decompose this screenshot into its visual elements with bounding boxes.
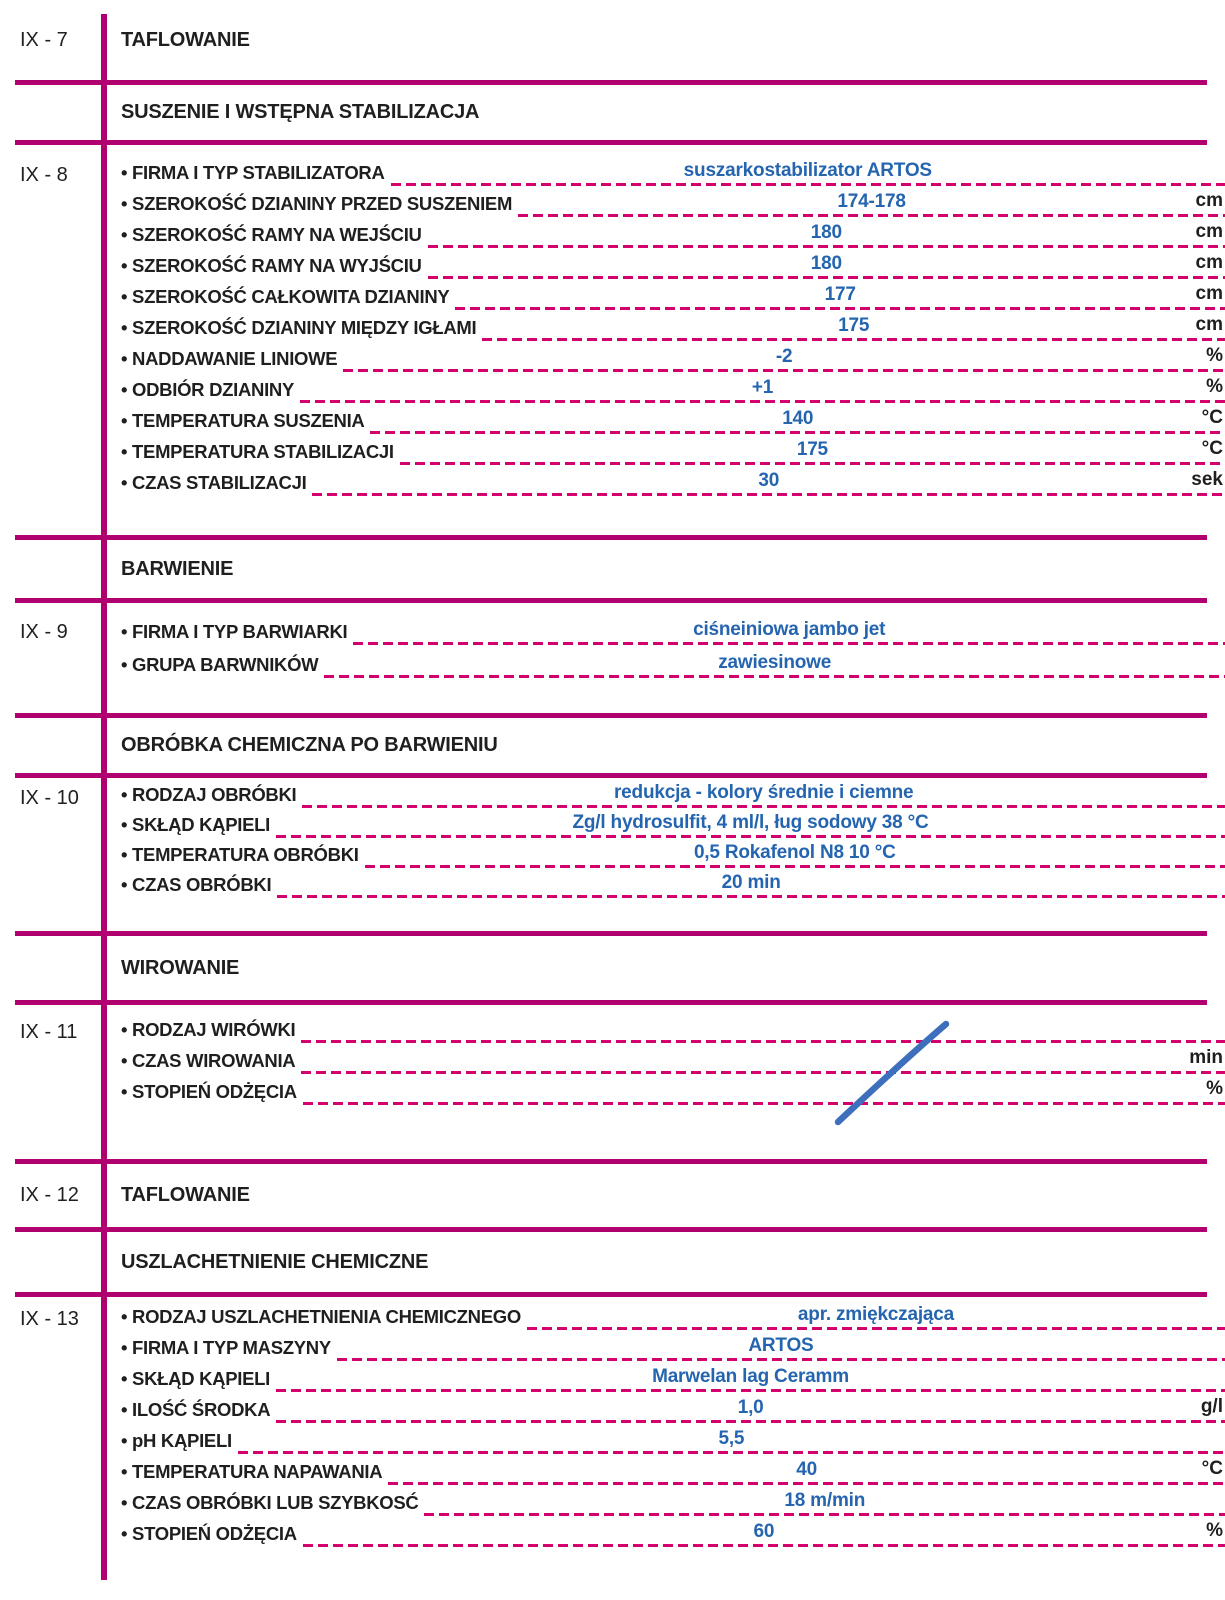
field-value: 177 [824,284,856,305]
field-row [102,1363,1225,1394]
field-label: • CZAS STABILIZACJI [102,472,306,498]
section-rows-band [0,1297,1225,1600]
field-dashed-line [391,157,1225,188]
field-row [102,343,1225,374]
field-label: • RODZAJ OBRÓBKI [102,784,296,810]
section-code: IX - 11 [20,1021,78,1043]
field-dashed-line [312,467,1225,498]
field-label: • ILOŚĆ ŚRODKA [102,1399,270,1425]
field-dashed-line [302,780,1225,810]
field-dashed-line [276,1394,1225,1425]
field-row [102,436,1225,467]
section-header-band [0,540,1225,598]
section-header-band [0,1164,1225,1227]
field-value: apr. zmiękczająca [797,1304,955,1325]
section-header-band [0,1232,1225,1292]
field-row [102,157,1225,188]
field-label: • FIRMA I TYP STABILIZATORA [102,162,385,188]
field-value: 180 [810,222,842,243]
field-value: 174-178 [837,191,906,212]
field-row [102,1518,1225,1549]
field-dashed-line [370,405,1225,436]
field-value: Zg/l hydrosulfit, 4 ml/l, ług sodowy 38 °C [572,812,929,833]
field-dashed-line [428,250,1225,281]
field-label: • STOPIEŃ ODŻĘCIA [102,1523,297,1549]
rows-wrap [102,145,1225,535]
field-dashed-line [353,614,1225,647]
section-title: SUSZENIE I WSTĘPNA STABILIZACJA [121,101,480,123]
field-unit: min [1189,1047,1223,1068]
field-dashed-line [337,1332,1225,1363]
field-value: suszarkostabilizator ARTOS [683,160,932,181]
section-code: IX - 13 [20,1308,79,1330]
field-value: 20 min [721,872,781,893]
field-unit: °C [1201,407,1223,428]
field-label: • TEMPERATURA STABILIZACJI [102,441,394,467]
field-dashed-line [303,1518,1225,1549]
field-value: 0,5 Rokafenol N8 10 °C [693,842,896,863]
field-dashed-line [455,281,1225,312]
field-value: 175 [796,439,828,460]
section-header-band [0,936,1225,1000]
field-value: ciśneiniowa jambo jet [693,619,886,640]
field-unit: sek [1191,469,1223,490]
section-header-band [0,0,1225,80]
field-row [102,1394,1225,1425]
field-row [102,614,1225,647]
field-label: • ODBIÓR DZIANINY [102,379,294,405]
field-unit: % [1206,1078,1223,1099]
section-rows-band [0,145,1225,535]
field-unit: cm [1195,314,1223,335]
section-title: TAFLOWANIE [121,28,250,51]
field-label: • SKŁĄD KĄPIELI [102,1368,270,1394]
field-label: • TEMPERATURA NAPAWANIA [102,1461,382,1487]
field-row [102,1332,1225,1363]
section-code: IX - 7 [20,28,68,51]
field-row [102,1045,1225,1076]
section-title: BARWIENIE [121,557,234,580]
field-label: • SZEROKOŚĆ RAMY NA WYJŚCIU [102,255,422,281]
section-header-band [0,718,1225,773]
field-unit: % [1206,1520,1223,1541]
field-label: • GRUPA BARWNIKÓW [102,654,318,680]
field-unit: cm [1195,252,1223,273]
field-unit: cm [1195,221,1223,242]
field-value: zawiesinowe [718,652,832,673]
section-title: TAFLOWANIE [121,1184,250,1206]
section-header-band [0,85,1225,140]
section-title: OBRÓBKA CHEMICZNA PO BARWIENIU [121,734,498,756]
field-dashed-line [324,647,1225,680]
field-dashed-line [400,436,1225,467]
field-label: • SZEROKOŚĆ DZIANINY MIĘDZY IGŁAMI [102,317,476,343]
field-row [102,188,1225,219]
field-row [102,1301,1225,1332]
field-row [102,810,1225,840]
field-row [102,780,1225,810]
field-label: • SZEROKOŚĆ DZIANINY PRZED SUSZENIEM [102,193,512,219]
field-value: 40 [796,1459,818,1480]
field-dashed-line [428,219,1225,250]
field-unit: °C [1201,1458,1223,1479]
field-row [102,647,1225,680]
field-unit: % [1206,345,1223,366]
field-unit: °C [1201,438,1223,459]
field-value: 60 [753,1521,775,1542]
field-label: • TEMPERATURA OBRÓBKI [102,844,359,870]
field-dashed-line [343,343,1225,374]
field-label: • STOPIEŃ ODŻĘCIA [102,1081,297,1107]
field-value: 180 [810,253,842,274]
field-dashed-line [365,840,1225,870]
section-rows-band [0,1005,1225,1159]
field-row [102,1487,1225,1518]
field-dashed-line [303,1076,1225,1107]
section-code: IX - 12 [20,1184,79,1206]
field-dashed-line [301,1045,1225,1076]
field-label: • CZAS OBRÓBKI [102,874,271,900]
section-code: IX - 10 [20,787,79,809]
field-label: • TEMPERATURA SUSZENIA [102,410,364,436]
field-label: • FIRMA I TYP BARWIARKI [102,621,347,647]
section-code: IX - 9 [20,621,68,643]
field-row [102,1425,1225,1456]
field-row [102,467,1225,498]
field-row [102,840,1225,870]
rows-wrap [102,778,1225,931]
field-label: • CZAS OBRÓBKI LUB SZYBKOSĆ [102,1492,418,1518]
section-title: USZLACHETNIENIE CHEMICZNE [121,1250,429,1273]
rows-wrap [102,1005,1225,1159]
field-label: • RODZAJ WIRÓWKI [102,1019,295,1045]
field-dashed-line [300,374,1225,405]
field-row [102,405,1225,436]
field-row [102,219,1225,250]
field-dashed-line [277,870,1225,900]
rows-wrap [102,603,1225,713]
section-rows-band [0,778,1225,931]
field-row [102,281,1225,312]
rows-wrap [102,1297,1225,1600]
field-value: Marwelan lag Ceramm [652,1366,849,1387]
field-value: ARTOS [748,1335,814,1356]
section-code: IX - 8 [20,164,68,186]
field-dashed-line [276,810,1225,840]
field-label: • SZEROKOŚĆ CAŁKOWITA DZIANINY [102,286,449,312]
field-dashed-line [518,188,1225,219]
field-row [102,1076,1225,1107]
field-dashed-line [424,1487,1225,1518]
field-label: • SKŁĄD KĄPIELI [102,814,270,840]
field-row [102,1014,1225,1045]
field-value: 18 m/min [784,1490,866,1511]
field-label: • pH KĄPIELI [102,1430,232,1456]
field-unit: cm [1195,190,1223,211]
field-value: -2 [775,346,793,367]
field-value: 5,5 [718,1428,745,1449]
field-value: 1,0 [737,1397,764,1418]
field-label: • NADDAWANIE LINIOWE [102,348,337,374]
field-dashed-line [482,312,1225,343]
field-unit: g/l [1200,1396,1223,1417]
field-row [102,870,1225,900]
field-dashed-line [301,1014,1225,1045]
field-label: • FIRMA I TYP MASZYNY [102,1337,331,1363]
field-dashed-line [527,1301,1225,1332]
field-value: 175 [838,315,870,336]
field-row [102,312,1225,343]
field-row [102,250,1225,281]
section-title: WIROWANIE [121,956,240,979]
field-label: • RODZAJ USZLACHETNIENIA CHEMICZNEGO [102,1306,521,1332]
field-unit: cm [1195,283,1223,304]
field-value: redukcja - kolory średnie i ciemne [613,782,914,803]
section-rows-band [0,603,1225,713]
field-dashed-line [276,1363,1225,1394]
field-row [102,374,1225,405]
field-label: • CZAS WIROWANIA [102,1050,295,1076]
field-value: 140 [782,408,814,429]
field-value: 30 [758,470,780,491]
field-unit: % [1206,376,1223,397]
field-value: +1 [751,377,774,398]
field-dashed-line [238,1425,1225,1456]
field-row [102,1456,1225,1487]
field-label: • SZEROKOŚĆ RAMY NA WEJŚCIU [102,224,422,250]
field-dashed-line [388,1456,1225,1487]
